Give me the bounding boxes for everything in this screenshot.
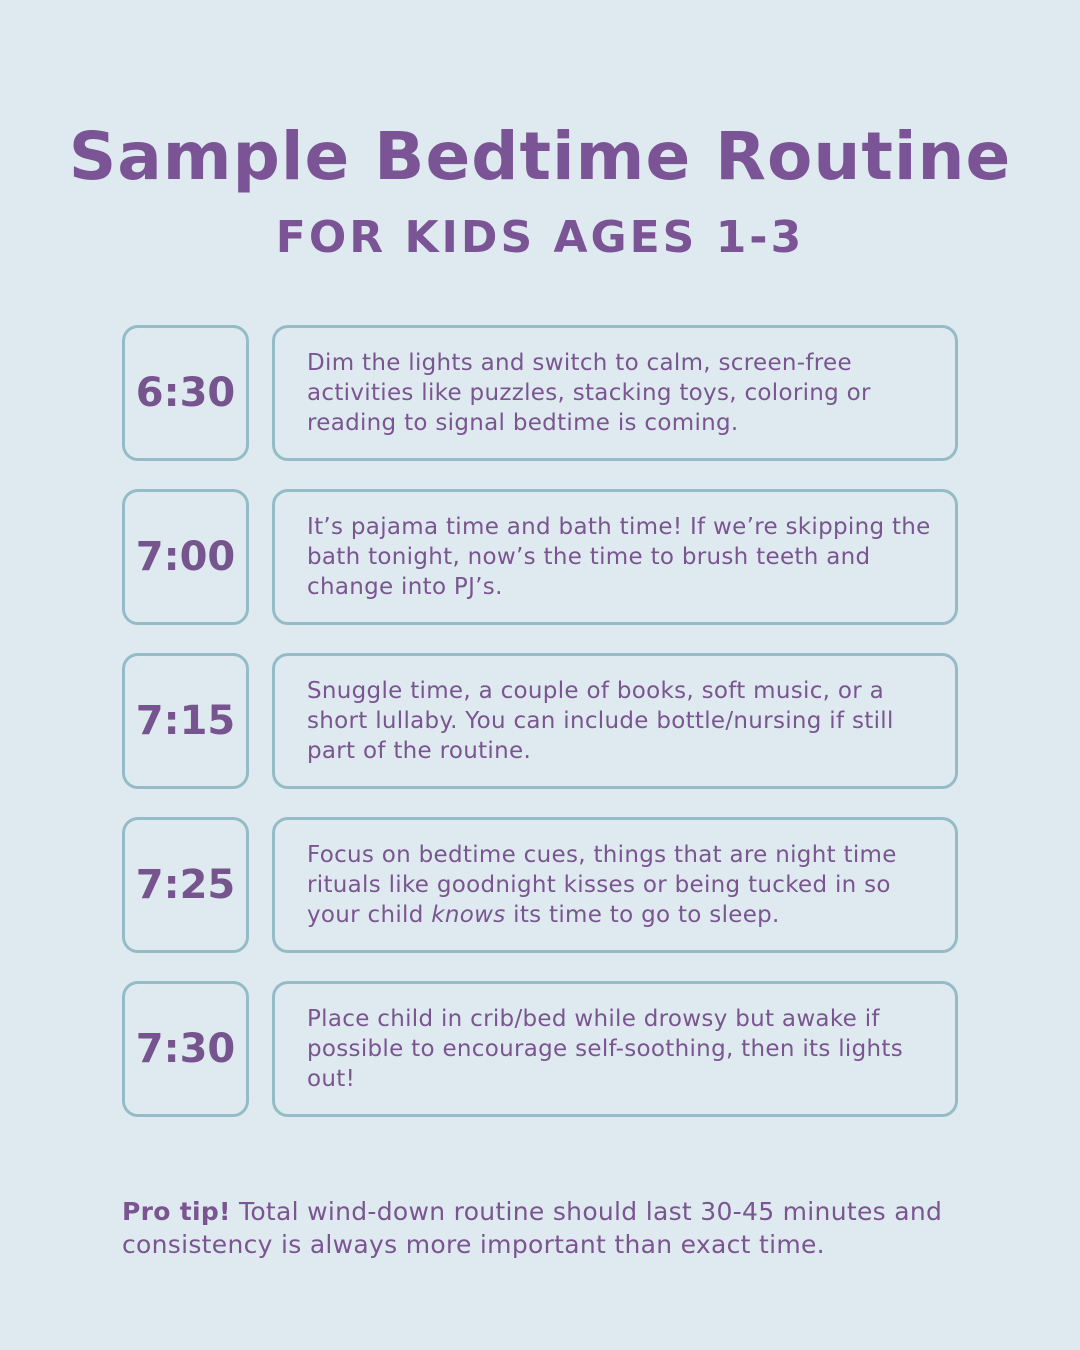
step-description: Snuggle time, a couple of books, soft music, or a short lullaby. You can include bottle/nursing if still part of the routine. (307, 678, 894, 764)
page-subtitle: FOR KIDS AGES 1-3 (275, 212, 805, 263)
description-box (272, 981, 958, 1117)
routine-step (122, 653, 958, 793)
description-box (272, 325, 958, 461)
emphasized-word: knows (431, 902, 506, 928)
routine-list (122, 325, 958, 1145)
time-box: 6:30 (122, 325, 249, 461)
description-box (272, 489, 958, 625)
time-box: 7:15 (122, 653, 249, 789)
routine-step (122, 981, 958, 1121)
time-box: 7:00 (122, 489, 249, 625)
description-box (272, 817, 958, 953)
step-description: Dim the lights and switch to calm, screen-free activities like puzzles, stacking toys, coloring or reading to signal bedtime is coming. (307, 350, 871, 436)
time-box: 7:25 (122, 817, 249, 953)
routine-step (122, 489, 958, 629)
description-part: Focus on bedtime cues, things that are night time rituals like goodnight kisses or being tucked in so your child (307, 842, 897, 928)
page-title: Sample Bedtime Routine (68, 118, 1012, 195)
description-box (272, 653, 958, 789)
description-part: its time to go to sleep. (505, 902, 780, 928)
step-description: Place child in crib/bed while drowsy but awake if possible to encourage self-soothing, then its lights out! (307, 1006, 903, 1092)
routine-step (122, 817, 958, 957)
step-description: It’s pajama time and bath time! If we’re skipping the bath tonight, now’s the time to brush teeth and change into PJ’s. (307, 514, 931, 600)
pro-tip-label: Pro tip! (122, 1197, 231, 1226)
step-description (307, 840, 931, 930)
pro-tip (122, 1195, 952, 1261)
routine-step (122, 325, 958, 465)
time-box: 7:30 (122, 981, 249, 1117)
pro-tip-text: Total wind-down routine should last 30-45 minutes and consistency is always more important than exact time. (122, 1197, 943, 1259)
